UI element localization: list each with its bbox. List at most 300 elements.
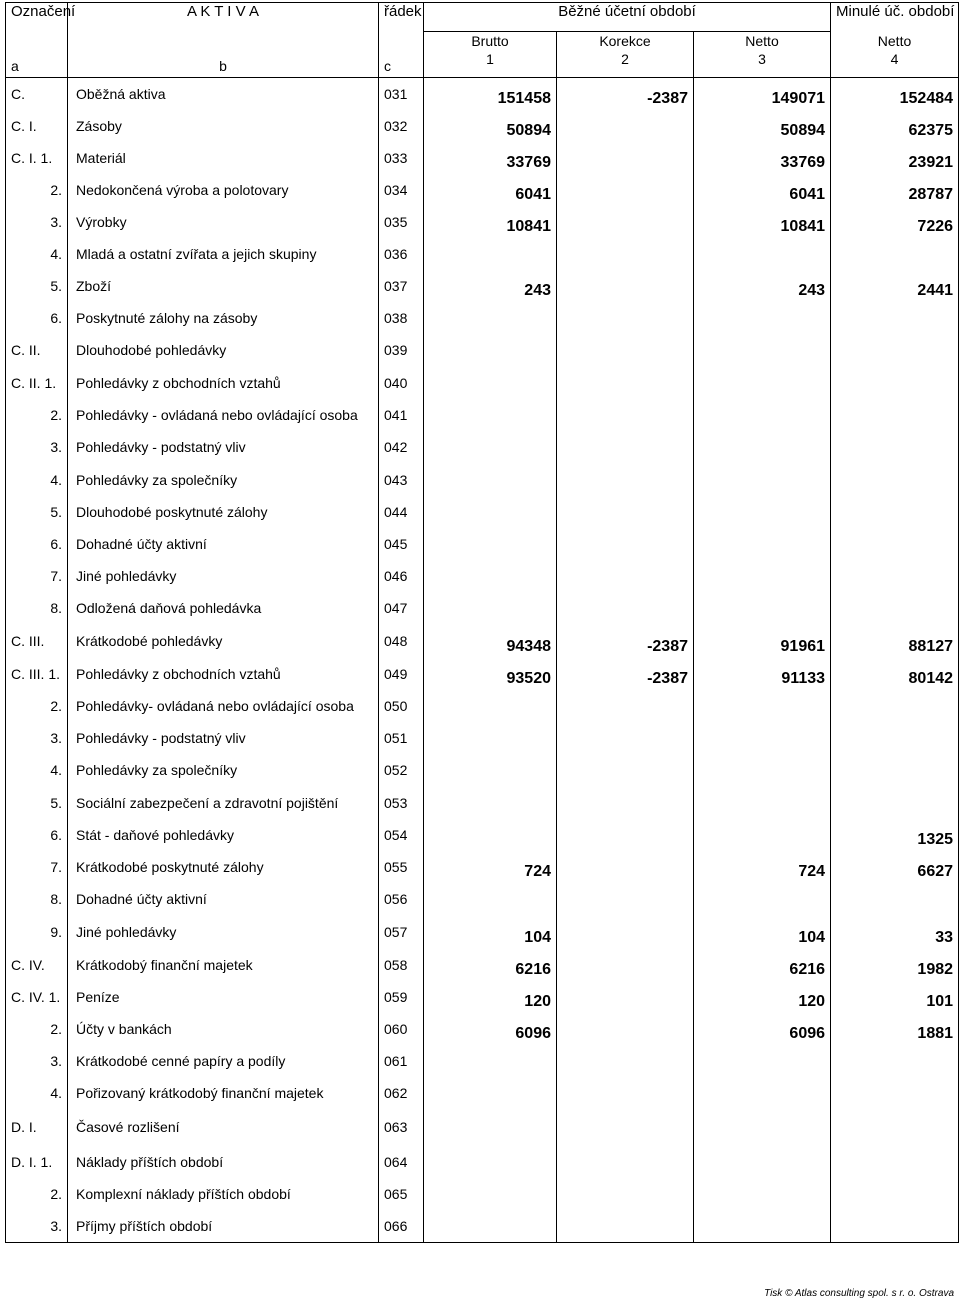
row-code: C. III. — [6, 625, 68, 658]
row-netto — [694, 1109, 831, 1146]
row-netto — [694, 1210, 831, 1243]
row-korekce — [557, 1178, 694, 1210]
row-code: 2. — [6, 399, 68, 431]
row-code: C. IV. — [6, 949, 68, 981]
table-row — [6, 560, 959, 592]
row-netto — [694, 238, 831, 270]
header-korekce: Korekce — [599, 33, 651, 49]
table-row — [6, 851, 959, 883]
row-line-number: 054 — [379, 819, 424, 851]
row-korekce — [557, 754, 694, 787]
header-col-c: řádek — [379, 3, 424, 32]
row-label: Dohadné účty aktivní — [68, 528, 379, 560]
header-row-2 — [6, 32, 959, 78]
row-label: Stát - daňové pohledávky — [68, 819, 379, 851]
row-previous-netto — [831, 722, 959, 754]
row-korekce — [557, 560, 694, 592]
table-row — [6, 915, 959, 949]
row-label: Krátkodobé poskytnuté zálohy — [68, 851, 379, 883]
row-previous-netto: 62375 — [831, 110, 959, 142]
row-netto: 50894 — [694, 110, 831, 142]
row-label: Pohledávky za společníky — [68, 464, 379, 496]
row-label: Krátkodobé cenné papíry a podíly — [68, 1045, 379, 1077]
row-label: Dohadné účty aktivní — [68, 883, 379, 915]
row-netto: 120 — [694, 981, 831, 1013]
row-korekce — [557, 981, 694, 1013]
row-korekce: -2387 — [557, 625, 694, 658]
row-korekce — [557, 464, 694, 496]
row-line-number: 057 — [379, 915, 424, 949]
row-label: Krátkodobý finanční majetek — [68, 949, 379, 981]
header-num-4: 4 — [890, 50, 899, 67]
row-previous-netto — [831, 431, 959, 464]
row-netto — [694, 464, 831, 496]
table-row — [6, 1210, 959, 1243]
row-previous-netto — [831, 1109, 959, 1146]
row-code: 2. — [6, 1178, 68, 1210]
row-netto: 91133 — [694, 658, 831, 690]
row-netto — [694, 754, 831, 787]
row-netto — [694, 592, 831, 625]
row-brutto: 33769 — [424, 142, 557, 174]
row-brutto: 6216 — [424, 949, 557, 981]
row-line-number: 047 — [379, 592, 424, 625]
row-label: Dlouhodobé poskytnuté zálohy — [68, 496, 379, 528]
row-code: 4. — [6, 754, 68, 787]
row-brutto — [424, 496, 557, 528]
row-brutto: 120 — [424, 981, 557, 1013]
row-label: Pohledávky za společníky — [68, 754, 379, 787]
row-previous-netto: 23921 — [831, 142, 959, 174]
row-korekce — [557, 592, 694, 625]
header-col-a: Označení — [6, 3, 68, 32]
row-previous-netto — [831, 1077, 959, 1109]
table-row — [6, 270, 959, 302]
table-row — [6, 949, 959, 981]
row-korekce — [557, 528, 694, 560]
table-row — [6, 367, 959, 399]
row-line-number: 035 — [379, 206, 424, 238]
row-brutto — [424, 754, 557, 787]
row-code: 6. — [6, 819, 68, 851]
row-brutto: 94348 — [424, 625, 557, 658]
row-line-number: 034 — [379, 174, 424, 206]
row-brutto — [424, 302, 557, 334]
row-korekce — [557, 174, 694, 206]
row-code: D. I. — [6, 1109, 68, 1146]
row-code: 5. — [6, 496, 68, 528]
row-label: Pohledávky - podstatný vliv — [68, 431, 379, 464]
header-current-period: Běžné účetní období — [424, 3, 831, 32]
row-previous-netto — [831, 496, 959, 528]
row-netto — [694, 560, 831, 592]
table-row — [6, 592, 959, 625]
row-code: 3. — [6, 722, 68, 754]
row-label: Výrobky — [68, 206, 379, 238]
row-code: C. I. 1. — [6, 142, 68, 174]
row-brutto — [424, 722, 557, 754]
balance-sheet-table — [5, 2, 959, 1243]
row-line-number: 042 — [379, 431, 424, 464]
row-line-number: 045 — [379, 528, 424, 560]
row-brutto — [424, 787, 557, 819]
row-code: C. I. — [6, 110, 68, 142]
row-line-number: 039 — [379, 334, 424, 367]
row-korekce — [557, 915, 694, 949]
row-korekce — [557, 851, 694, 883]
table-row — [6, 1146, 959, 1178]
table-row — [6, 787, 959, 819]
row-line-number: 052 — [379, 754, 424, 787]
row-previous-netto — [831, 464, 959, 496]
row-korekce — [557, 431, 694, 464]
header-netto-prev-cell — [831, 32, 959, 78]
footer-credit: Tisk © Atlas consulting spol. s r. o. Ostrava — [764, 1288, 954, 1299]
row-previous-netto — [831, 528, 959, 560]
row-previous-netto — [831, 787, 959, 819]
row-korekce: -2387 — [557, 77, 694, 110]
row-code: 3. — [6, 1045, 68, 1077]
row-netto: 6041 — [694, 174, 831, 206]
row-previous-netto — [831, 690, 959, 722]
row-brutto: 93520 — [424, 658, 557, 690]
header-netto-prev: Netto — [877, 32, 912, 49]
row-code: 7. — [6, 560, 68, 592]
header-num-1: 1 — [486, 51, 494, 67]
row-brutto — [424, 464, 557, 496]
table-row — [6, 110, 959, 142]
row-korekce — [557, 690, 694, 722]
row-korekce — [557, 334, 694, 367]
table-row — [6, 238, 959, 270]
table-row — [6, 334, 959, 367]
row-line-number: 065 — [379, 1178, 424, 1210]
row-code: 2. — [6, 690, 68, 722]
row-previous-netto: 101 — [831, 981, 959, 1013]
row-netto — [694, 528, 831, 560]
table-row — [6, 431, 959, 464]
row-code: C. II. 1. — [6, 367, 68, 399]
row-line-number: 033 — [379, 142, 424, 174]
row-label: Účty v bankách — [68, 1013, 379, 1045]
row-brutto — [424, 1045, 557, 1077]
row-previous-netto — [831, 238, 959, 270]
row-line-number: 036 — [379, 238, 424, 270]
row-previous-netto: 28787 — [831, 174, 959, 206]
header-brutto-cell — [424, 32, 557, 78]
row-label: Oběžná aktiva — [68, 77, 379, 110]
row-brutto: 10841 — [424, 206, 557, 238]
row-previous-netto — [831, 1146, 959, 1178]
balance-rows — [6, 77, 959, 1242]
row-label: Zásoby — [68, 110, 379, 142]
row-label: Sociální zabezpečení a zdravotní pojištění — [68, 787, 379, 819]
row-previous-netto — [831, 560, 959, 592]
row-label: Pohledávky- ovládaná nebo ovládající osoba — [68, 690, 379, 722]
row-code: 8. — [6, 883, 68, 915]
row-code: C. III. 1. — [6, 658, 68, 690]
header-col-b: A K T I V A — [68, 3, 379, 32]
row-code: 6. — [6, 302, 68, 334]
row-brutto: 6041 — [424, 174, 557, 206]
row-netto — [694, 1045, 831, 1077]
row-line-number: 063 — [379, 1109, 424, 1146]
row-brutto — [424, 1109, 557, 1146]
row-code: 3. — [6, 431, 68, 464]
row-korekce — [557, 883, 694, 915]
header-num-2: 2 — [621, 51, 629, 67]
row-line-number: 049 — [379, 658, 424, 690]
row-korekce — [557, 206, 694, 238]
row-previous-netto — [831, 1210, 959, 1243]
row-previous-netto: 6627 — [831, 851, 959, 883]
row-brutto: 151458 — [424, 77, 557, 110]
row-previous-netto — [831, 883, 959, 915]
table-row — [6, 1109, 959, 1146]
header-previous-period: Minulé úč. období — [831, 3, 959, 32]
row-label: Zboží — [68, 270, 379, 302]
row-previous-netto: 152484 — [831, 77, 959, 110]
row-korekce — [557, 302, 694, 334]
row-netto: 149071 — [694, 77, 831, 110]
row-netto — [694, 334, 831, 367]
row-netto: 724 — [694, 851, 831, 883]
row-korekce — [557, 1045, 694, 1077]
row-netto: 91961 — [694, 625, 831, 658]
row-brutto: 6096 — [424, 1013, 557, 1045]
row-code: 3. — [6, 1210, 68, 1243]
row-label: Pohledávky - podstatný vliv — [68, 722, 379, 754]
row-previous-netto: 1325 — [831, 819, 959, 851]
row-korekce — [557, 1210, 694, 1243]
row-brutto — [424, 334, 557, 367]
row-korekce — [557, 238, 694, 270]
row-code: 5. — [6, 787, 68, 819]
row-label: Poskytnuté zálohy na zásoby — [68, 302, 379, 334]
row-netto — [694, 367, 831, 399]
row-korekce — [557, 819, 694, 851]
row-previous-netto: 7226 — [831, 206, 959, 238]
table-row — [6, 658, 959, 690]
table-row — [6, 1178, 959, 1210]
row-brutto — [424, 431, 557, 464]
row-brutto — [424, 819, 557, 851]
row-previous-netto: 88127 — [831, 625, 959, 658]
row-korekce — [557, 142, 694, 174]
row-code: 2. — [6, 1013, 68, 1045]
row-brutto — [424, 592, 557, 625]
table-row — [6, 1013, 959, 1045]
row-previous-netto — [831, 1178, 959, 1210]
row-netto — [694, 690, 831, 722]
row-korekce — [557, 722, 694, 754]
row-korekce — [557, 1146, 694, 1178]
header-korekce-cell — [557, 32, 694, 78]
row-code: 7. — [6, 851, 68, 883]
row-line-number: 040 — [379, 367, 424, 399]
table-row — [6, 206, 959, 238]
row-line-number: 051 — [379, 722, 424, 754]
row-brutto: 104 — [424, 915, 557, 949]
row-brutto: 50894 — [424, 110, 557, 142]
table-row — [6, 819, 959, 851]
table-row — [6, 464, 959, 496]
row-brutto — [424, 238, 557, 270]
header-letter-a: a — [6, 32, 68, 78]
row-previous-netto — [831, 302, 959, 334]
row-line-number: 064 — [379, 1146, 424, 1178]
row-label: Peníze — [68, 981, 379, 1013]
row-line-number: 060 — [379, 1013, 424, 1045]
row-line-number: 058 — [379, 949, 424, 981]
row-netto: 243 — [694, 270, 831, 302]
row-netto — [694, 431, 831, 464]
row-brutto — [424, 883, 557, 915]
row-line-number: 041 — [379, 399, 424, 431]
row-previous-netto: 2441 — [831, 270, 959, 302]
row-previous-netto — [831, 367, 959, 399]
table-row — [6, 302, 959, 334]
table-row — [6, 981, 959, 1013]
row-netto: 6216 — [694, 949, 831, 981]
row-brutto — [424, 1178, 557, 1210]
row-code: C. — [6, 77, 68, 110]
header-letter-c: c — [379, 32, 424, 78]
row-netto: 10841 — [694, 206, 831, 238]
row-korekce — [557, 270, 694, 302]
row-korekce — [557, 399, 694, 431]
table-row — [6, 1077, 959, 1109]
row-code: C. IV. 1. — [6, 981, 68, 1013]
row-previous-netto — [831, 1045, 959, 1077]
table-row — [6, 496, 959, 528]
row-code: C. II. — [6, 334, 68, 367]
row-line-number: 048 — [379, 625, 424, 658]
row-netto — [694, 399, 831, 431]
row-netto: 33769 — [694, 142, 831, 174]
row-code: 5. — [6, 270, 68, 302]
row-label: Pohledávky z obchodních vztahů — [68, 658, 379, 690]
row-korekce — [557, 1077, 694, 1109]
row-code: 4. — [6, 238, 68, 270]
row-korekce — [557, 1013, 694, 1045]
row-previous-netto — [831, 592, 959, 625]
row-netto — [694, 302, 831, 334]
row-code: 4. — [6, 464, 68, 496]
row-netto — [694, 819, 831, 851]
row-line-number: 038 — [379, 302, 424, 334]
row-line-number: 031 — [379, 77, 424, 110]
row-line-number: 044 — [379, 496, 424, 528]
row-korekce — [557, 787, 694, 819]
header-netto-current-cell — [694, 32, 831, 78]
row-line-number: 050 — [379, 690, 424, 722]
row-label: Dlouhodobé pohledávky — [68, 334, 379, 367]
row-brutto — [424, 690, 557, 722]
row-code: 2. — [6, 174, 68, 206]
row-brutto — [424, 1146, 557, 1178]
table-row — [6, 142, 959, 174]
header-letter-b: b — [68, 32, 379, 78]
row-netto: 104 — [694, 915, 831, 949]
row-label: Časové rozlišení — [68, 1109, 379, 1146]
row-korekce — [557, 110, 694, 142]
row-line-number: 056 — [379, 883, 424, 915]
row-line-number: 037 — [379, 270, 424, 302]
row-previous-netto: 1881 — [831, 1013, 959, 1045]
row-label: Krátkodobé pohledávky — [68, 625, 379, 658]
row-brutto: 243 — [424, 270, 557, 302]
header-num-3: 3 — [758, 51, 766, 67]
row-netto — [694, 1077, 831, 1109]
row-code: 9. — [6, 915, 68, 949]
row-label: Pořizovaný krátkodobý finanční majetek — [68, 1077, 379, 1109]
row-korekce — [557, 949, 694, 981]
row-netto: 6096 — [694, 1013, 831, 1045]
row-label: Komplexní náklady příštích období — [68, 1178, 379, 1210]
row-korekce — [557, 1109, 694, 1146]
row-line-number: 066 — [379, 1210, 424, 1243]
row-brutto — [424, 399, 557, 431]
row-line-number: 055 — [379, 851, 424, 883]
row-code: 3. — [6, 206, 68, 238]
header-netto-current: Netto — [745, 33, 779, 49]
row-label: Nedokončená výroba a polotovary — [68, 174, 379, 206]
row-code: 4. — [6, 1077, 68, 1109]
table-row — [6, 883, 959, 915]
row-line-number: 043 — [379, 464, 424, 496]
table-row — [6, 690, 959, 722]
row-label: Náklady příštích období — [68, 1146, 379, 1178]
table-row — [6, 528, 959, 560]
row-line-number: 046 — [379, 560, 424, 592]
row-label: Odložená daňová pohledávka — [68, 592, 379, 625]
row-netto — [694, 722, 831, 754]
row-brutto: 724 — [424, 851, 557, 883]
row-previous-netto — [831, 334, 959, 367]
row-label: Jiné pohledávky — [68, 915, 379, 949]
table-row — [6, 1045, 959, 1077]
row-code: D. I. 1. — [6, 1146, 68, 1178]
row-brutto — [424, 560, 557, 592]
header-brutto: Brutto — [471, 33, 509, 49]
row-brutto — [424, 528, 557, 560]
row-brutto — [424, 367, 557, 399]
row-line-number: 032 — [379, 110, 424, 142]
row-netto — [694, 787, 831, 819]
row-label: Příjmy příštích období — [68, 1210, 379, 1243]
table-row — [6, 625, 959, 658]
table-row — [6, 722, 959, 754]
table-row — [6, 77, 959, 110]
row-netto — [694, 496, 831, 528]
row-previous-netto — [831, 399, 959, 431]
row-netto — [694, 1178, 831, 1210]
row-label: Jiné pohledávky — [68, 560, 379, 592]
row-previous-netto — [831, 754, 959, 787]
row-netto — [694, 1146, 831, 1178]
row-korekce — [557, 496, 694, 528]
row-korekce — [557, 367, 694, 399]
row-code: 8. — [6, 592, 68, 625]
row-label: Pohledávky - ovládaná nebo ovládající osoba — [68, 399, 379, 431]
row-brutto — [424, 1077, 557, 1109]
row-code: 6. — [6, 528, 68, 560]
row-label: Mladá a ostatní zvířata a jejich skupiny — [68, 238, 379, 270]
row-label: Materiál — [68, 142, 379, 174]
table-row — [6, 174, 959, 206]
row-netto — [694, 883, 831, 915]
